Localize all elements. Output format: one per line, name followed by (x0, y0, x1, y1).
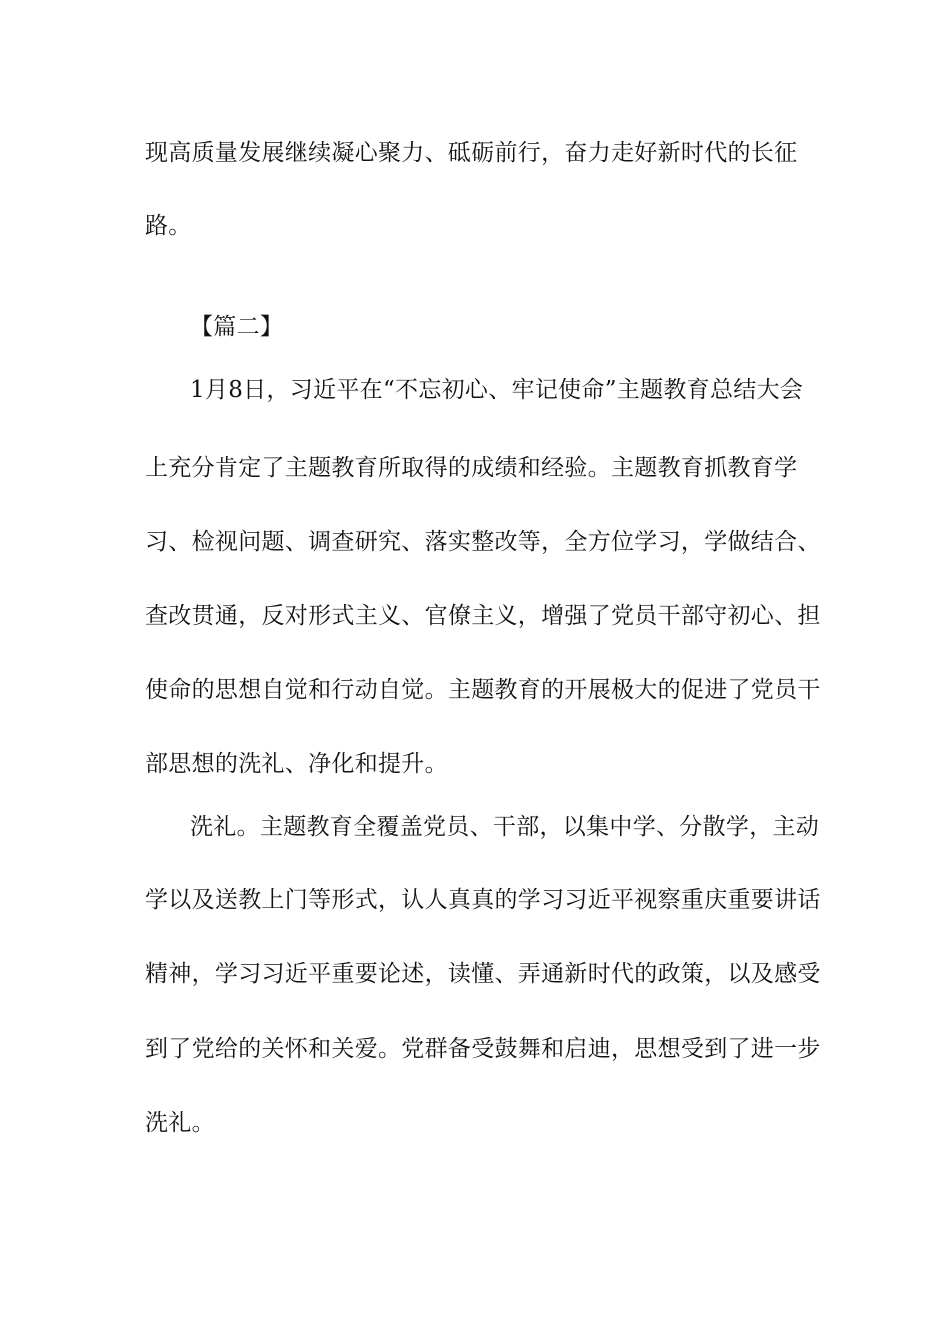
text-line: 使命的思想自觉和行动自觉。主题教育的开展极大的促进了党员干 (145, 677, 821, 703)
text-line: 精神，学习习近平重要论述，读懂、弄通新时代的政策，以及感受 (145, 961, 821, 987)
text-line: 路。 (145, 213, 192, 239)
text-line: 上充分肯定了主题教育所取得的成绩和经验。主题教育抓教育学 (145, 455, 798, 481)
text-line: 习、检视问题、调查研究、落实整改等，全方位学习，学做结合、 (145, 529, 821, 555)
section-heading: 【篇二】 (190, 314, 284, 340)
text-line: 现高质量发展继续凝心聚力、砥砺前行，奋力走好新时代的长征 (145, 140, 798, 166)
text-line: 部思想的洗礼、净化和提升。 (145, 751, 448, 777)
text-line: 学以及送教上门等形式，认人真真的学习习近平视察重庆重要讲话 (145, 887, 821, 913)
paragraph-first-line: 洗礼。主题教育全覆盖党员、干部，以集中学、分散学，主动 (190, 814, 820, 840)
text-line: 到了党给的关怀和关爱。党群备受鼓舞和启迪，思想受到了进一步 (145, 1036, 821, 1062)
text-line: 查改贯通，反对形式主义、官僚主义，增强了党员干部守初心、担 (145, 603, 821, 629)
text-line: 洗礼。 (145, 1110, 215, 1136)
paragraph-first-line: 1月8日，习近平在“不忘初心、牢记使命”主题教育总结大会 (190, 377, 804, 403)
